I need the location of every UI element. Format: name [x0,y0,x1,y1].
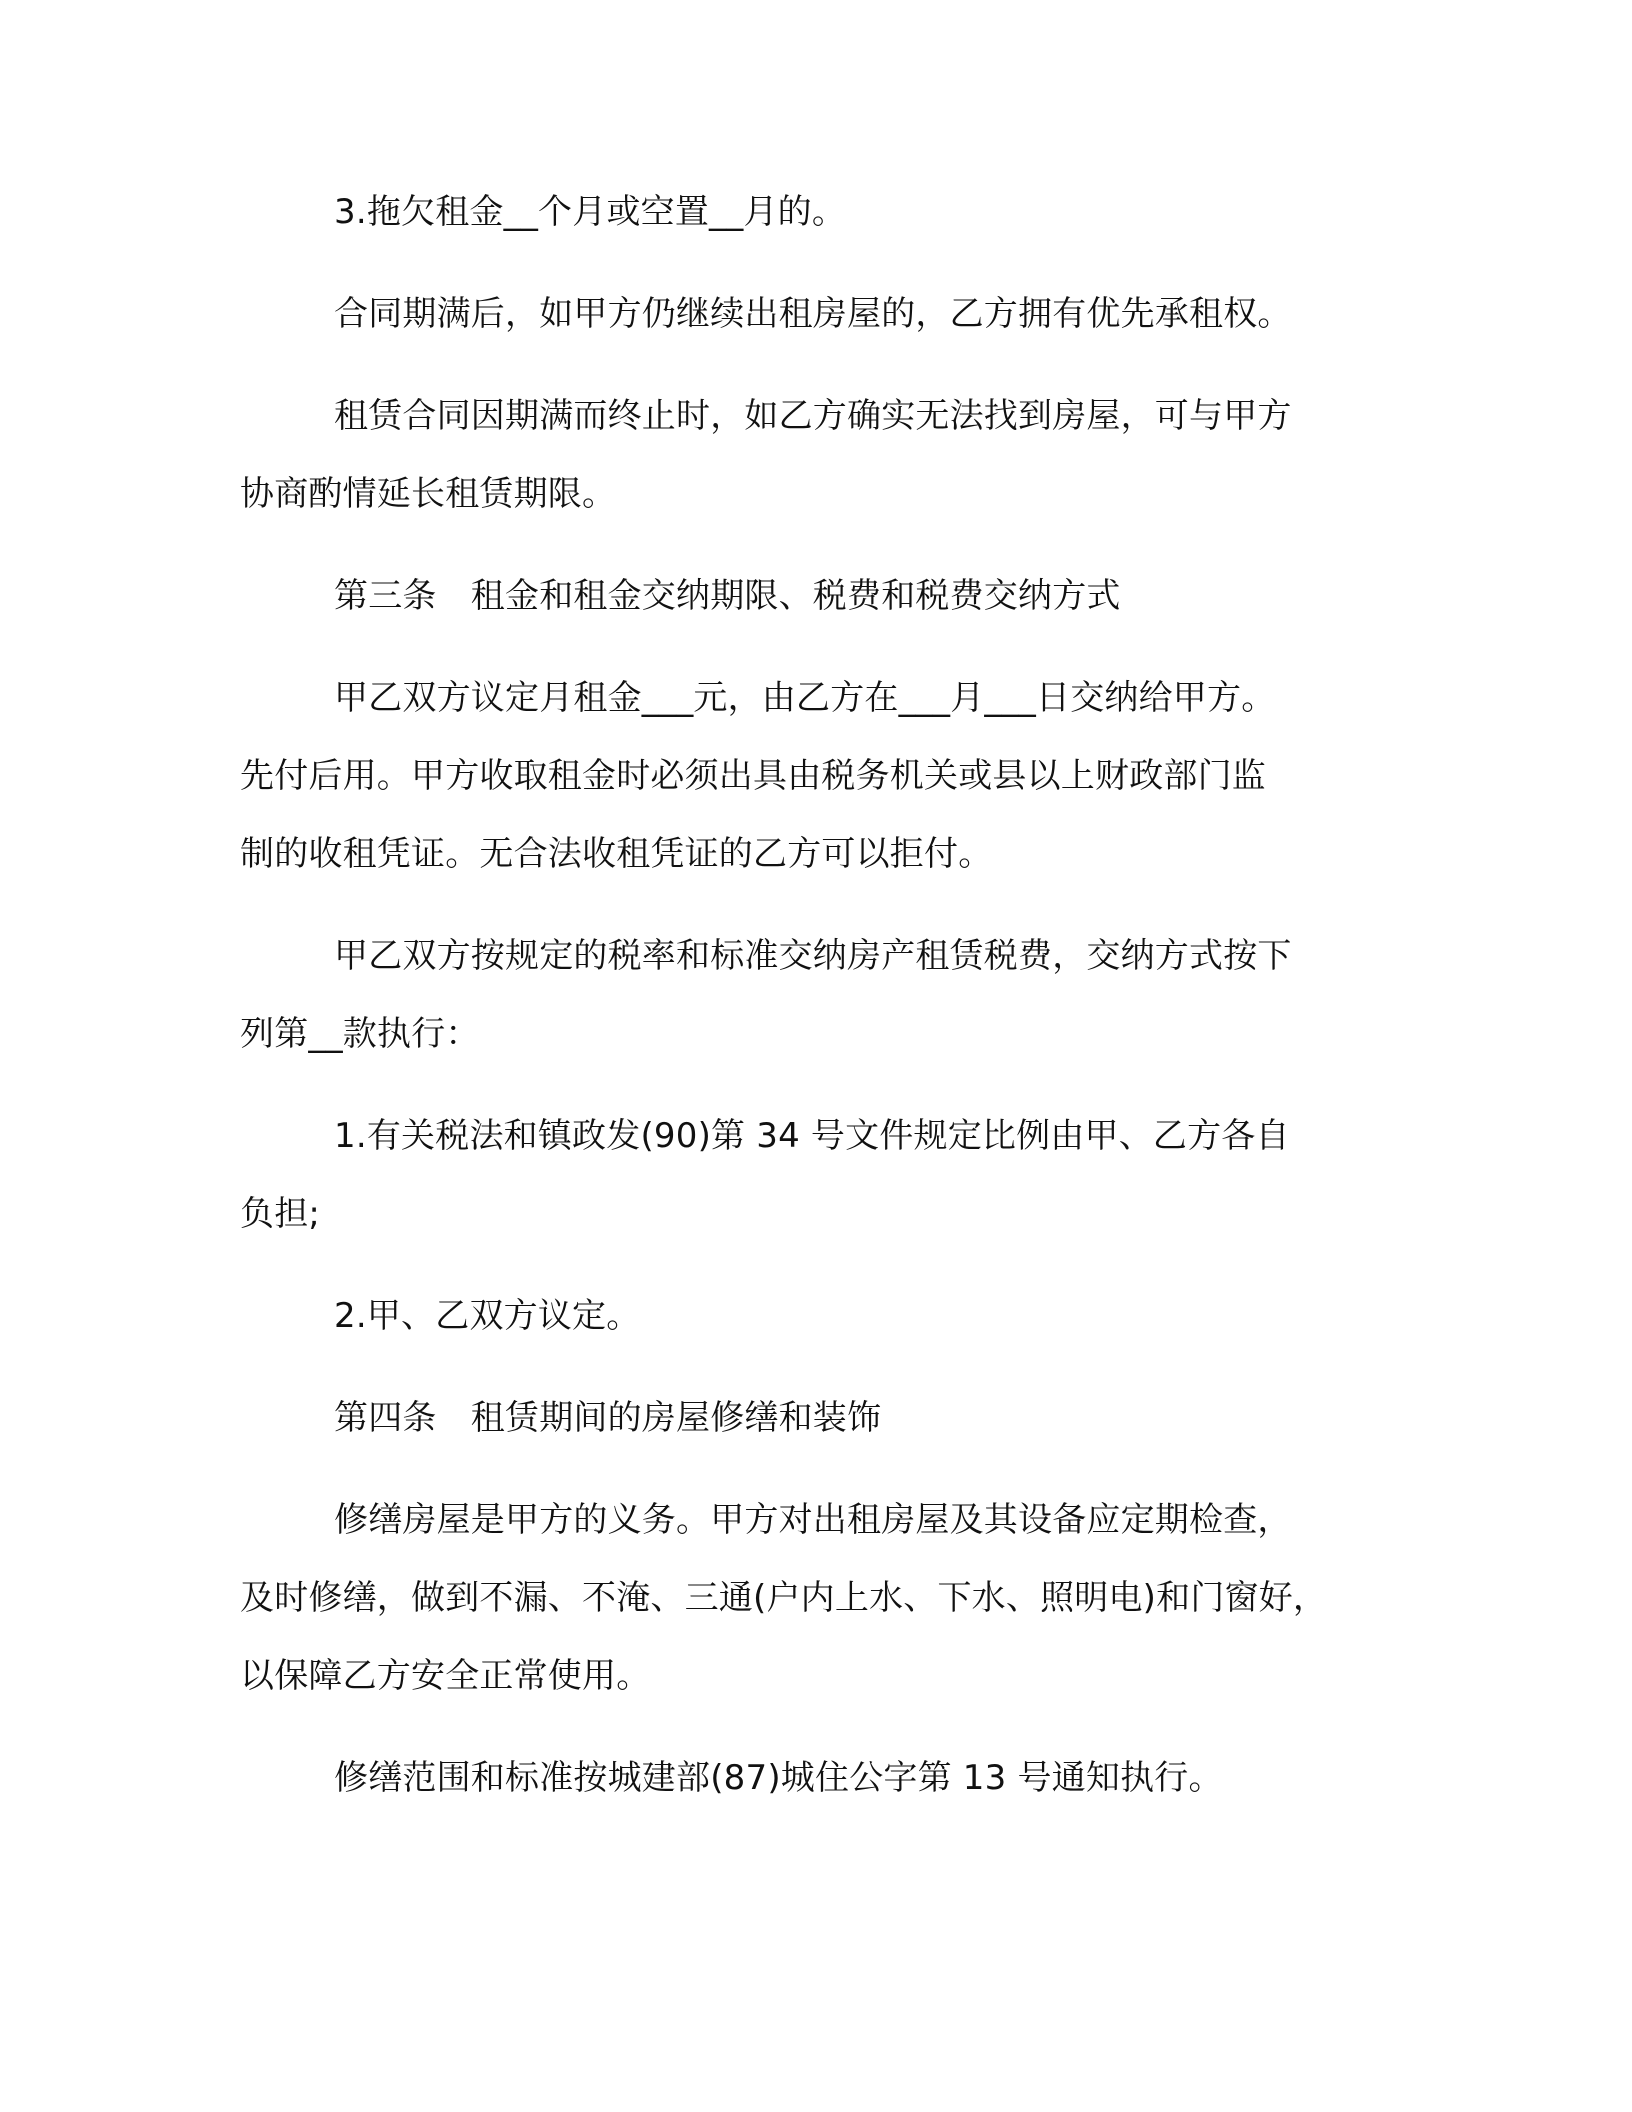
clause-3-overdue-rent: 3.拖欠租金__个月或空置__月的。 [334,192,847,232]
paragraph-repair-line-3: 以保障乙方安全正常使用。 [240,1656,651,1696]
paragraph-rent-line-3: 制的收租凭证。无合法收租凭证的乙方可以拒付。 [240,834,993,874]
article-3-heading: 第三条 租金和租金交纳期限、税费和税费交纳方式 [334,576,1121,616]
item-2: 2.甲、乙双方议定。 [334,1296,641,1336]
paragraph-repair-scope: 修缮范围和标准按城建部(87)城住公字第 13 号通知执行。 [334,1758,1223,1798]
paragraph-tax-line-2: 列第__款执行： [240,1014,480,1054]
paragraph-repair-line-2: 及时修缮，做到不漏、不淹、三通(户内上水、下水、照明电)和门窗好， [240,1578,1328,1618]
paragraph-extension-line-2: 协商酌情延长租赁期限。 [240,474,617,514]
article-4-heading: 第四条 租赁期间的房屋修缮和装饰 [334,1398,882,1438]
paragraph-tax-line-1: 甲乙双方按规定的税率和标准交纳房产租赁税费，交纳方式按下 [334,936,1292,976]
item-1-line-2: 负担; [240,1194,321,1234]
paragraph-renewal-priority: 合同期满后，如甲方仍继续出租房屋的，乙方拥有优先承租权。 [334,294,1292,334]
paragraph-extension-line-1: 租赁合同因期满而终止时，如乙方确实无法找到房屋，可与甲方 [334,396,1292,436]
paragraph-rent-line-2: 先付后用。甲方收取租金时必须出具由税务机关或县以上财政部门监 [240,756,1266,796]
paragraph-rent-line-1: 甲乙双方议定月租金___元，由乙方在___月___日交纳给甲方。 [334,678,1276,718]
paragraph-repair-line-1: 修缮房屋是甲方的义务。甲方对出租房屋及其设备应定期检查， [334,1500,1292,1540]
item-1-line-1: 1.有关税法和镇政发(90)第 34 号文件规定比例由甲、乙方各自 [334,1116,1290,1156]
